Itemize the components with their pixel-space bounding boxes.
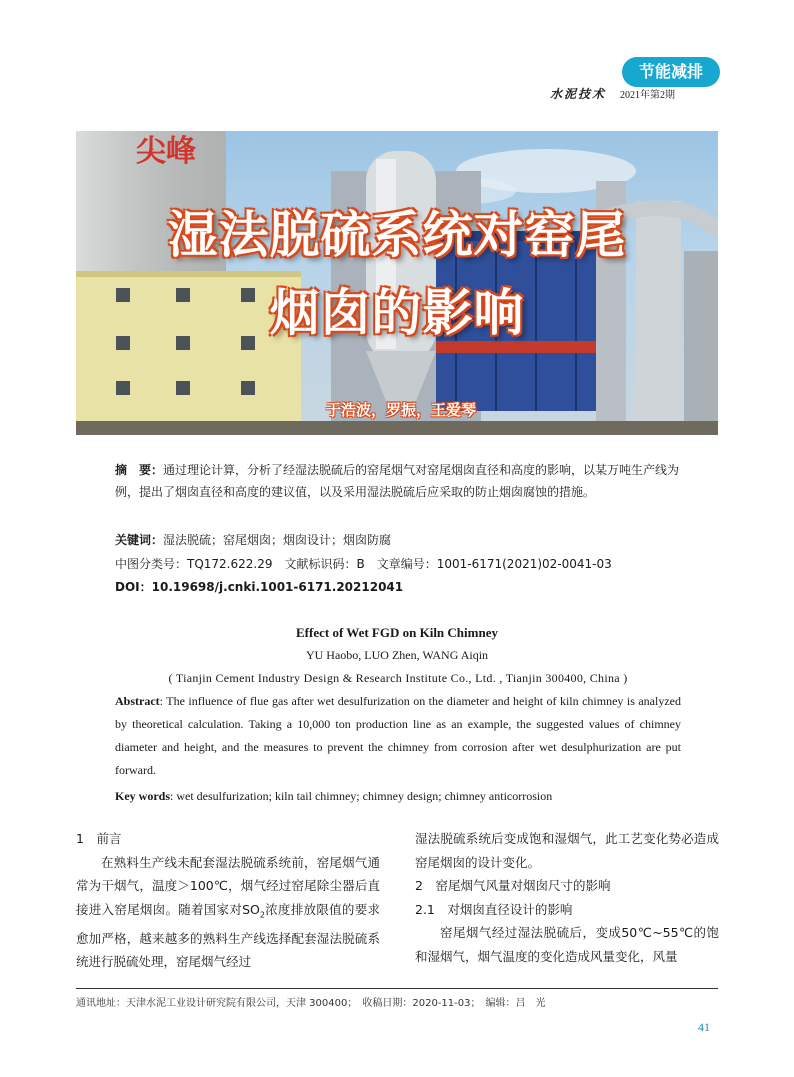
cn-keywords xyxy=(115,529,391,551)
section-1-paragraph-continued: 湿法脱硫系统后变成饱和湿烟气，此工艺变化势必造成窑尾烟囱的设计变化。 xyxy=(415,831,719,870)
hero-authors: 于浩波，罗振，王爱琴 xyxy=(326,401,477,419)
en-keywords-label: Key words xyxy=(115,789,170,803)
cn-abstract-text: 通过理论计算，分析了经湿法脱硫后的窑尾烟气对窑尾烟囱直径和高度的影响，以某万吨生产线为例，提出了烟囱直径和高度的建议值，以及采用湿法脱硫后应采取的防止烟囱腐蚀的措施。 xyxy=(115,463,680,499)
body-column-left xyxy=(76,827,380,974)
section-2-heading: 2 窑尾烟气风量对烟囱尺寸的影响 xyxy=(415,878,611,893)
cn-doi: DOI：10.19698/j.cnki.1001-6171.20212041 xyxy=(115,580,404,594)
en-affiliation: ( Tianjin Cement Industry Design & Research Institute Co., Ltd. , Tianjin 300400, China ) xyxy=(168,671,628,685)
cn-abstract xyxy=(115,459,681,503)
article-title-line2: 烟囱的影响 xyxy=(269,284,525,342)
en-title: Effect of Wet FGD on Kiln Chimney xyxy=(296,625,498,640)
hero-banner xyxy=(76,131,718,435)
section-1-paragraph: 在熟料生产线未配套湿法脱硫系统前，窑尾烟气通常为干烟气，温度＞100℃，烟气经过窑尾除尘器后直接进入窑尾烟囱。随着国家对$SO_2$浓度排放限值的要求愈加严格，越来越多的熟料生产线选择配套湿法脱硫系统进行脱硫处理，窑尾烟气经过 xyxy=(76,854,380,969)
footnote-divider xyxy=(76,988,718,989)
en-abstract-label: Abstract xyxy=(115,694,160,708)
journal-issue: 2021年第2期 xyxy=(620,90,675,101)
en-keywords xyxy=(115,785,681,808)
en-keywords-text: : wet desulfurization; kiln tail chimney; chimney design; chimney anticorrosion xyxy=(170,789,553,803)
section-1-heading: 1 前言 xyxy=(76,831,122,846)
section-tag: 节能减排 xyxy=(622,57,720,87)
photo-sign-text: 尖峰 xyxy=(136,134,196,169)
journal-name: 水泥技术 xyxy=(550,87,607,101)
en-abstract-text: : The influence of flue gas after wet desulfurization on the diameter and height of kiln chimney is analyzed by theoretical calculation. Taking a 10,000 ton production line as an example, the suggested values of chimney diameter and height, and the measures to prevent the chimney from corrosion after wet desulphurization are put forward. xyxy=(115,694,681,777)
en-authors: YU Haobo, LUO Zhen, WANG Aiqin xyxy=(305,648,489,662)
en-abstract xyxy=(115,690,681,782)
cn-abstract-label: 摘 要： xyxy=(115,463,164,477)
body-column-right xyxy=(415,827,719,968)
footnote: 通讯地址：天津水泥工业设计研究院有限公司，天津 300400； 收稿日期：2020-11-03； 编辑：吕 光 xyxy=(76,998,546,1009)
cn-classification: 中图分类号：TQ172.622.29 文献标识码：B 文章编号：1001-6171(2021)02-0041-03 xyxy=(115,557,612,571)
cn-keywords-text: 湿法脱硫；窑尾烟囱；烟囱设计；烟囱防腐 xyxy=(163,533,392,547)
section-2-1-heading: 2.1 对烟囱直径设计的影响 xyxy=(415,901,573,917)
page-number: 41 xyxy=(698,1020,710,1034)
article-title-line1: 湿法脱硫系统对窑尾 xyxy=(167,206,627,264)
section-2-1-paragraph: 窑尾烟气经过湿法脱硫后，变成50℃~55℃的饱和湿烟气，烟气温度的变化造成风量变化，风量 xyxy=(415,925,719,964)
cn-keywords-label: 关键词： xyxy=(115,533,164,547)
